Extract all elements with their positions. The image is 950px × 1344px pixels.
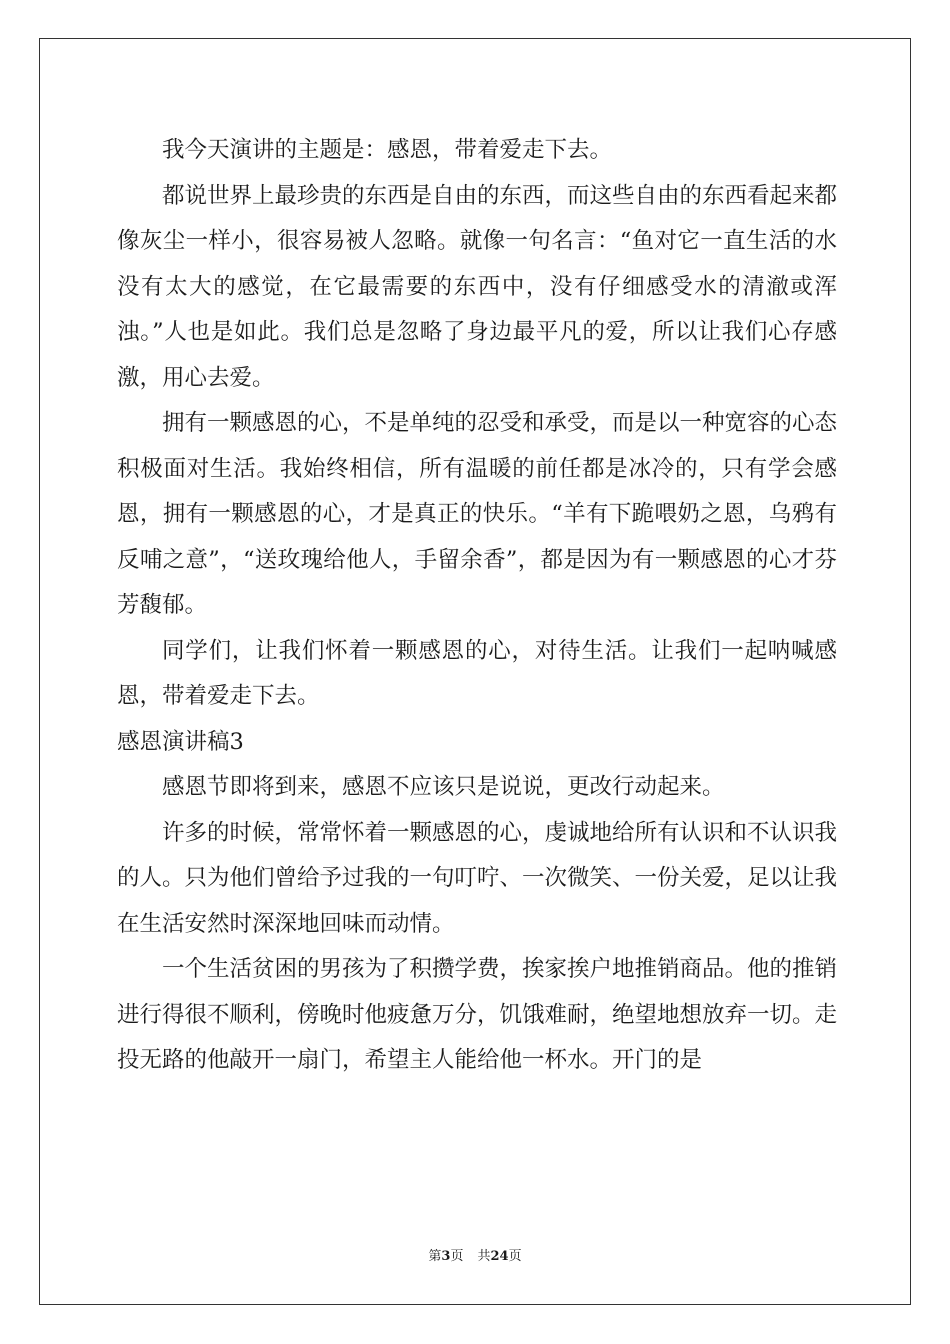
total-suffix: 页: [508, 1249, 522, 1264]
paragraph-7: 一个生活贫困的男孩为了积攒学费，挨家挨户地推销商品。他的推销进行得很不顺利，傍晚时他疲惫万分，饥饿难耐，绝望地想放弃一切。走投无路的他敲开一扇门，希望主人能给他一杯水。开门的是: [117, 956, 838, 1073]
section-heading: 感恩演讲稿3: [117, 728, 244, 755]
page-prefix: 第: [428, 1249, 442, 1264]
paragraph-6: 许多的时候，常常怀着一颗感恩的心，虔诚地给所有认识和不认识我的人。只为他们曾给予过我的一句叮咛、一次微笑、一份关爱，足以让我在生活安然时深深地回味而动情。: [117, 819, 838, 937]
page-footer: [0, 1245, 950, 1264]
document-body: [117, 128, 837, 1084]
total-prefix: 共: [477, 1249, 491, 1264]
page-suffix: 页: [450, 1249, 464, 1264]
total-pages: 24: [490, 1249, 509, 1264]
paragraph-2: 都说世界上最珍贵的东西是自由的东西，而这些自由的东西看起来都像灰尘一样小，很容易被人忽略。就像一句名言：“鱼对它一直生活的水没有太大的感觉，在它最需要的东西中，没有仔细感受水的清澈或浑浊。”人也是如此。我们总是忽略了身边最平凡的爱，所以让我们心存感激，用心去爱。: [117, 182, 838, 391]
paragraph-1: 我今天演讲的主题是：感恩，带着爱走下去。: [162, 137, 613, 163]
page-number: 3: [441, 1249, 451, 1264]
paragraph-5: 感恩节即将到来，感恩不应该只是说说，更改行动起来。: [162, 774, 725, 800]
paragraph-4: 同学们，让我们怀着一颗感恩的心，对待生活。让我们一起呐喊感恩，带着爱走下去。: [117, 637, 837, 709]
paragraph-3: 拥有一颗感恩的心，不是单纯的忍受和承受，而是以一种宽容的心态积极面对生活。我始终相信，所有温暖的前任都是冰冷的，只有学会感恩，拥有一颗感恩的心，才是真正的快乐。“羊有下跪喂奶之恩，乌鸦有反哺之意”，“送玫瑰给他人，手留余香”，都是因为有一颗感恩的心才芬芳馥郁。: [117, 410, 838, 618]
